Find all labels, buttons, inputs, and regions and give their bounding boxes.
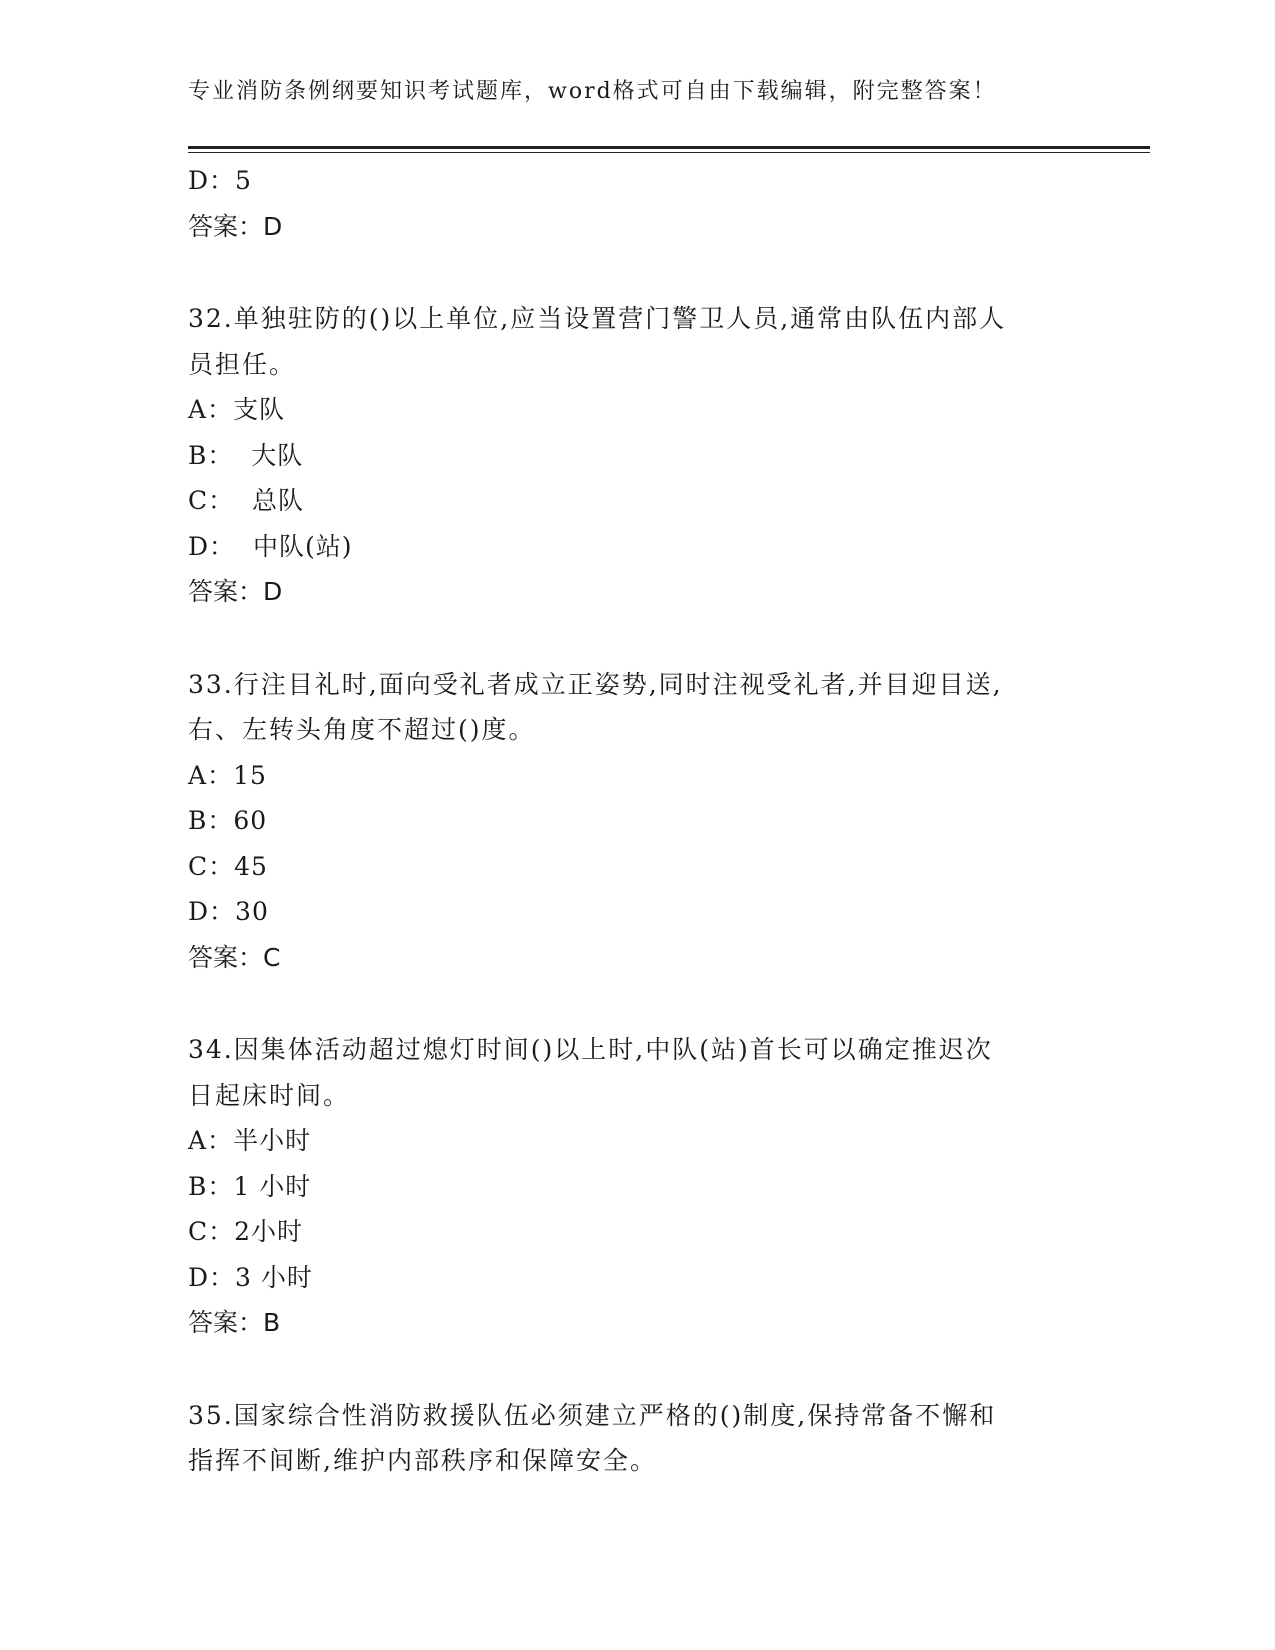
option-text: 总队 <box>234 486 305 515</box>
header-rule-thick <box>188 146 1150 149</box>
option-line <box>188 798 1088 844</box>
option-text: 3 小时 <box>235 1262 313 1292</box>
option-line <box>188 524 1088 570</box>
option-label: B： <box>188 1171 234 1201</box>
header-rule-thin <box>188 152 1150 153</box>
option-text: 5 <box>235 166 252 195</box>
option-line <box>188 889 1088 935</box>
option-label: A： <box>188 760 234 790</box>
option-label: D： <box>188 1262 236 1292</box>
option-label: D： <box>188 166 236 195</box>
question-text: 35.国家综合性消防救援队伍必须建立严格的()制度,保持常备不懈和 <box>188 1400 997 1430</box>
question-text-cont: 指挥不间断,维护内部秩序和保障安全。 <box>188 1446 657 1475</box>
option-line <box>188 433 1088 479</box>
option-text: 2小时 <box>234 1217 304 1246</box>
option-label: D： <box>188 897 236 926</box>
option-label: C： <box>188 851 235 881</box>
option-text: 大队 <box>233 440 304 470</box>
document-body <box>188 158 1088 1484</box>
question-text-cont: 右、左转头角度不超过()度。 <box>188 715 536 744</box>
option-text: 15 <box>233 760 267 790</box>
option-label: B： <box>188 440 234 470</box>
option-line <box>188 1164 1088 1210</box>
question-text-cont: 员担任。 <box>188 349 297 379</box>
question-text-cont: 日起床时间。 <box>188 1080 351 1110</box>
option-line <box>188 387 1088 433</box>
answer-line: 答案：D <box>188 211 283 241</box>
option-label: A： <box>188 395 234 424</box>
question-text: 34.因集体活动超过熄灯时间()以上时,中队(站)首长可以确定推迟次 <box>188 1035 993 1064</box>
page-header: 专业消防条例纲要知识考试题库，word格式可自由下载编辑，附完整答案！ <box>188 79 997 104</box>
option-label: B： <box>188 806 234 835</box>
question-block <box>188 1027 1088 1346</box>
answer-line: 答案：D <box>188 577 283 606</box>
option-label: A： <box>188 1126 234 1155</box>
option-text: 30 <box>235 897 269 926</box>
option-line <box>188 1209 1088 1255</box>
question-block <box>188 662 1088 981</box>
option-line <box>188 1255 1088 1301</box>
option-line <box>188 478 1088 524</box>
option-text: 60 <box>233 806 268 835</box>
option-label: C： <box>188 1217 235 1246</box>
option-line <box>188 753 1088 799</box>
option-label: C： <box>188 486 235 515</box>
question-text: 33.行注目礼时,面向受礼者成立正姿势,同时注视受礼者,并目迎目送, <box>188 669 1003 699</box>
option-text: 半小时 <box>233 1126 312 1155</box>
option-text: 1 小时 <box>233 1171 312 1201</box>
option-text: 45 <box>234 851 268 881</box>
option-line <box>188 844 1088 890</box>
answer-line: 答案：B <box>188 1308 281 1337</box>
option-line <box>188 158 1088 204</box>
option-text: 支队 <box>233 395 286 424</box>
question-text: 32.单独驻防的()以上单位,应当设置营门警卫人员,通常由队伍内部人 <box>188 304 1007 333</box>
option-text: 中队(站) <box>235 531 353 561</box>
answer-line: 答案：C <box>188 942 281 972</box>
option-line <box>188 1118 1088 1164</box>
option-label: D： <box>188 531 236 561</box>
question-block <box>188 296 1088 615</box>
question-block <box>188 1393 1088 1484</box>
